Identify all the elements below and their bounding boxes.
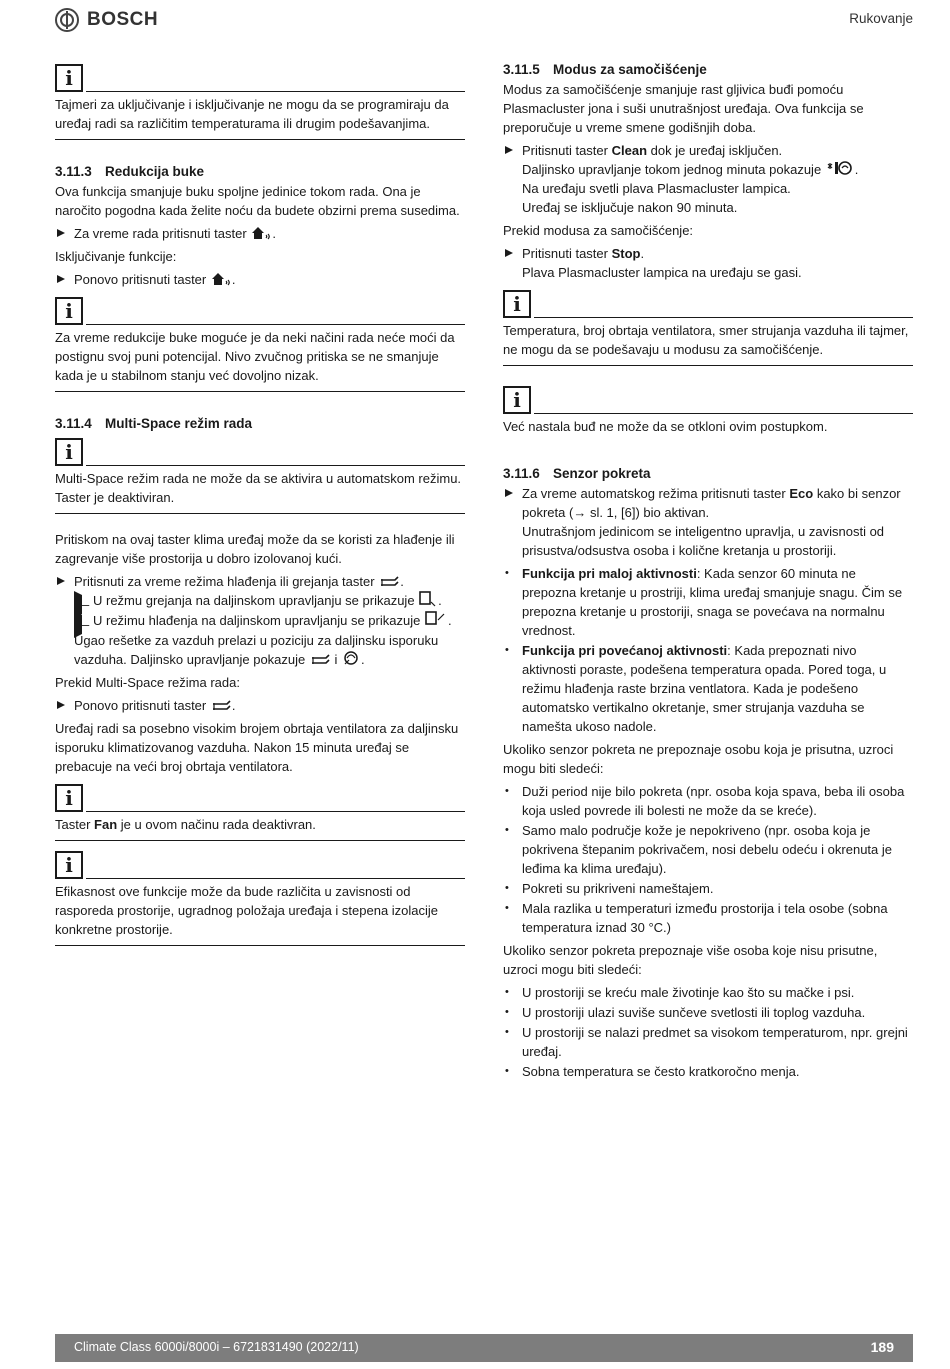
paragraph: Isključivanje funkcije: bbox=[55, 249, 177, 264]
paragraph: Ukoliko senzor pokreta prepoznaje više osoba koje nisu prisutne, uzroci mogu biti sledeći: bbox=[503, 943, 878, 977]
notice-text: Temperatura, broj obrtaja ventilatora, smer strujanja vazduha ili tajmer, ne mogu da se podešavaju u modusu za samočišćenje. bbox=[503, 318, 913, 366]
paragraph: Prekid Multi-Space režima rada: bbox=[55, 675, 240, 690]
step-list bbox=[55, 696, 465, 715]
step-list bbox=[55, 270, 465, 289]
bullet-item: • Pokreti su prikriveni nameštajem. bbox=[503, 879, 913, 898]
right-column bbox=[503, 60, 913, 1085]
arrow-right-icon: → bbox=[573, 505, 587, 520]
step-item: Ponovo pritisnuti taster . bbox=[55, 696, 465, 715]
notice-noise bbox=[55, 293, 465, 392]
notice-mold bbox=[503, 382, 913, 442]
bullet-item: • U prostoriji ulazi suviše sunčeve svetlosti ili toplog vazduha. bbox=[503, 1003, 913, 1022]
notice-text: Već nastala buđ ne može da se otkloni ovim postupkom. bbox=[503, 419, 828, 434]
step-item: Pritisnuti za vreme režima hlađenja ili grejanja taster . – U režmu grejanja na daljinskom upravljanju se prikazuje . – U režimu hlađenja na daljinskom upravljanju se prikazuje . Ugao rešetke za vazduh prelazi u poziciju za daljinsku isporuku vazduha. Daljinsko upravljanje pokazuje i . bbox=[55, 572, 465, 669]
paragraph: Modus za samočišćenje smanjuje rast gljivica buđi pomoću Plasmacluster jona i suši unutrašnjost uređaja. Ova funkcija se preporučuje u vreme smene godišnjih doba. bbox=[503, 82, 864, 135]
notice-text: Taster Fan je u ovom načinu rada deaktivran. bbox=[55, 812, 465, 841]
dash-item: – U režimu hlađenja na daljinskom upravljanju se prikazuje . bbox=[74, 611, 465, 630]
notice-efficiency bbox=[55, 847, 465, 946]
house-sound-icon bbox=[211, 272, 231, 286]
swing-icon bbox=[342, 650, 360, 666]
display-heating-icon bbox=[419, 591, 437, 607]
bullet-list bbox=[503, 983, 913, 1081]
bullet-list bbox=[503, 782, 913, 937]
info-icon: i bbox=[55, 438, 83, 466]
page-footer bbox=[55, 1334, 913, 1362]
dash-item: – U režmu grejanja na daljinskom upravljanju se prikazuje . bbox=[74, 591, 465, 610]
notice-fan bbox=[55, 780, 465, 841]
step-list bbox=[503, 484, 913, 560]
brand-logo bbox=[55, 8, 158, 32]
paragraph: Prekid modusa za samočišćenje: bbox=[503, 223, 694, 238]
bosch-logo-icon bbox=[55, 8, 79, 32]
bullet-item: • Duži period nije bilo pokreta (npr. osoba koja spava, beba ili osoba koja usled povrede ili bolesti ne može da se kreće). bbox=[503, 782, 913, 820]
step-item: Pritisnuti taster Stop. Plava Plasmacluster lampica na uređaju se gasi. bbox=[503, 244, 913, 282]
heading-multi-space: 3.11.4 Multi-Space režim rada bbox=[55, 416, 253, 431]
step-list bbox=[55, 224, 465, 243]
double-vane-icon bbox=[211, 700, 231, 712]
info-icon: i bbox=[55, 851, 83, 879]
heading-motion-sensor: 3.11.6 Senzor pokreta bbox=[503, 466, 651, 481]
step-item: Pritisnuti taster Clean dok je uređaj isključen. Daljinsko upravljanje tokom jednog minuta pokazuje . Na uređaju svetli plava Plasmacluster lampica. Uređaj se isključuje nakon 90 minuta. bbox=[503, 141, 913, 217]
bullet-item: • Funkcija pri povećanoj aktivnosti: Kada prepoznati nivo aktivnosti poraste, podešena temperatura opada. Pored toga, u režimu hlađenja raste brzina ventlatora. Kada je podešeno automatsko vertikalno okretanje, smer strujanja vazduha se namešta ukoso nadole. bbox=[503, 641, 913, 736]
bullet-item: • U prostoriji se nalazi predmet sa visokom temperaturom, npr. grejni uređaj. bbox=[503, 1023, 913, 1061]
notice-text: Multi-Space režim rada ne može da se aktivira u automatskom režimu. Taster je deaktiviran. bbox=[55, 466, 465, 514]
step-list bbox=[503, 244, 913, 282]
section-label: Rukovanje bbox=[849, 11, 913, 26]
step-item: Ponovo pritisnuti taster . bbox=[55, 270, 465, 289]
house-sound-icon bbox=[251, 226, 271, 240]
fan-clean-icon bbox=[826, 160, 854, 176]
paragraph: Ova funkcija smanjuje buku spoljne jedinice tokom rada. Ona je naročito pogodna kada želite noću da budete obzirni prema susedima. bbox=[55, 184, 460, 218]
bullet-item: • Samo malo područje kože je nepokriveno (npr. osoba koja je pokrivena štepanim pokrivačem, nosi debelu odeću i okrenuta je leđima ka klima uređaju). bbox=[503, 821, 913, 878]
bullet-item: • U prostoriji se kreću male životinje kao što su mačke i psi. bbox=[503, 983, 913, 1002]
page-header bbox=[0, 0, 950, 40]
display-cooling-icon bbox=[425, 611, 447, 627]
bullet-list bbox=[503, 564, 913, 736]
step-list bbox=[503, 141, 913, 217]
double-vane-icon bbox=[310, 654, 330, 666]
info-icon: i bbox=[503, 386, 531, 414]
heading-self-cleaning: 3.11.5 Modus za samočišćenje bbox=[503, 62, 707, 77]
info-icon: i bbox=[55, 784, 83, 812]
notice-text: Tajmeri za uključivanje i isključivanje ne mogu da se programiraju da uređaj radi sa različitim temperaturama ili drugim podešavanjima. bbox=[55, 92, 465, 140]
dash-list bbox=[74, 591, 465, 630]
notice-multispace bbox=[55, 434, 465, 514]
heading-noise-reduction: 3.11.3 Redukcija buke bbox=[55, 164, 205, 179]
info-icon: i bbox=[55, 64, 83, 92]
step-list bbox=[55, 572, 465, 669]
step-result: Ugao rešetke za vazduh prelazi u poziciju za daljinsku isporuku vazduha. Daljinsko upravljanje pokazuje i . bbox=[74, 633, 439, 667]
paragraph: Uređaj radi sa posebno visokim brojem obrtaja ventilatora za daljinsku isporuku klimatizovanog vazduha. Nakon 15 minuta uređaj se prebacuje na veći broj obrtaja ventilatora. bbox=[55, 721, 459, 774]
notice-timers bbox=[55, 60, 465, 140]
step-item: Za vreme rada pritisnuti taster . bbox=[55, 224, 465, 243]
bullet-item: • Funkcija pri maloj aktivnosti: Kada senzor 60 minuta ne prepozna kretanje u prostriji, klima uređaj smanjuje snagu. Čim se prepozna kretanje u prostoriji, snaga se povećava na normalnu vrednost. bbox=[503, 564, 913, 640]
notice-text: Za vreme redukcije buke moguće je da neki načini rada neće moći da postignu svoj puni potencijal. Nivo zvučnog pritiska se ne smanjuje kada je u stabilnom stanju već dovoljno nizak. bbox=[55, 325, 465, 392]
info-icon: i bbox=[55, 297, 83, 325]
footer-document-id: Climate Class 6000i/8000i – 6721831490 (2022/11) bbox=[74, 1340, 359, 1354]
page-number: 189 bbox=[870, 1339, 894, 1355]
brand-name: BOSCH bbox=[87, 9, 159, 30]
paragraph: Ukoliko senzor pokreta ne prepoznaje osobu koja je prisutna, uzroci mogu biti sledeći: bbox=[503, 742, 894, 776]
notice-self-cleaning bbox=[503, 286, 913, 366]
left-column bbox=[55, 60, 465, 952]
notice-text: Efikasnost ove funkcije može da bude različita u zavisnosti od rasporeda prostorije, ugradnog položaja uređaja i stepena izolacije konkretne prostorije. bbox=[55, 879, 465, 946]
paragraph: Pritiskom na ovaj taster klima uređaj može da se koristi za hlađenje ili zagrevanje više prostorija u dobro izolovanoj kući. bbox=[55, 532, 455, 566]
info-icon: i bbox=[503, 290, 531, 318]
bullet-item: • Sobna temperatura se često kratkoročno menja. bbox=[503, 1062, 913, 1081]
bullet-item: • Mala razlika u temperaturi između prostorija i tela osobe (sobna temperatura iznad 30 °C.) bbox=[503, 899, 913, 937]
step-item: Za vreme automatskog režima pritisnuti taster Eco kako bi senzor pokreta (→ sl. 1, [6]) bio aktivan. Unutrašnjom jedinicom se inteligentno upravlja, u zavisnosti od prisustva/odsustva osoba i količne kretanja u prostoriji. bbox=[503, 484, 913, 560]
double-vane-icon bbox=[379, 576, 399, 588]
